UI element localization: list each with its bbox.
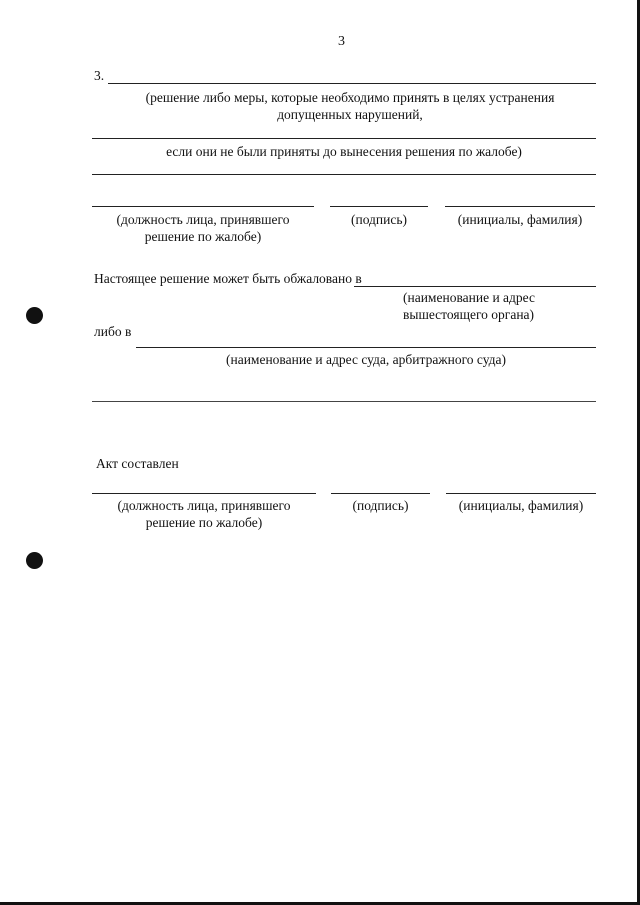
appeal-organ-caption	[403, 289, 535, 323]
name-line-1	[445, 206, 595, 207]
position-caption-2-line2: решение по жалобе)	[145, 515, 263, 530]
item-number: 3.	[94, 68, 105, 83]
name-caption-2: (инициалы, фамилия)	[458, 498, 584, 513]
court-line	[136, 347, 596, 348]
court-line-2	[92, 401, 596, 402]
appeal-organ-caption-line1: (наименование и адрес	[403, 290, 535, 305]
act-text: Акт составлен	[96, 456, 179, 471]
signature-caption-1: (подпись)	[350, 212, 408, 227]
item3-caption-line2: допущенных нарушений,	[277, 107, 423, 122]
position-caption-2-line1: (должность лица, принявшего	[117, 498, 291, 513]
item3-fill-line-2	[92, 138, 596, 139]
position-caption-1-line1: (должность лица, принявшего	[116, 212, 290, 227]
name-caption-1: (инициалы, фамилия)	[457, 212, 583, 227]
position-line-1	[92, 206, 314, 207]
appeal-organ-caption-line2: вышестоящего органа)	[403, 307, 535, 322]
punch-hole-bottom	[26, 552, 43, 569]
item3-caption-line1: (решение либо меры, которые необходимо принять в целях устранения	[145, 90, 555, 105]
name-line-2	[446, 493, 596, 494]
position-line-2	[92, 493, 316, 494]
item3-fill-line-3	[92, 174, 596, 175]
item3-fill-line	[108, 83, 596, 84]
signature-caption-2: (подпись)	[352, 498, 409, 513]
position-caption-1-line2: решение по жалобе)	[144, 229, 262, 244]
appeal-or-text: либо в	[94, 324, 132, 339]
appeal-text: Настоящее решение может быть обжаловано в	[94, 271, 362, 286]
position-caption-2	[92, 497, 316, 531]
signature-line-1	[330, 206, 428, 207]
item3-caption-line3: если они не были приняты до вынесения решения по жалобе)	[166, 144, 522, 159]
court-caption: (наименование и адрес суда, арбитражного суда)	[225, 352, 507, 367]
page-number: 3	[338, 34, 345, 49]
signature-line-2	[331, 493, 430, 494]
appeal-organ-line	[354, 286, 596, 287]
position-caption-1	[92, 211, 314, 245]
punch-hole-top	[26, 307, 43, 324]
